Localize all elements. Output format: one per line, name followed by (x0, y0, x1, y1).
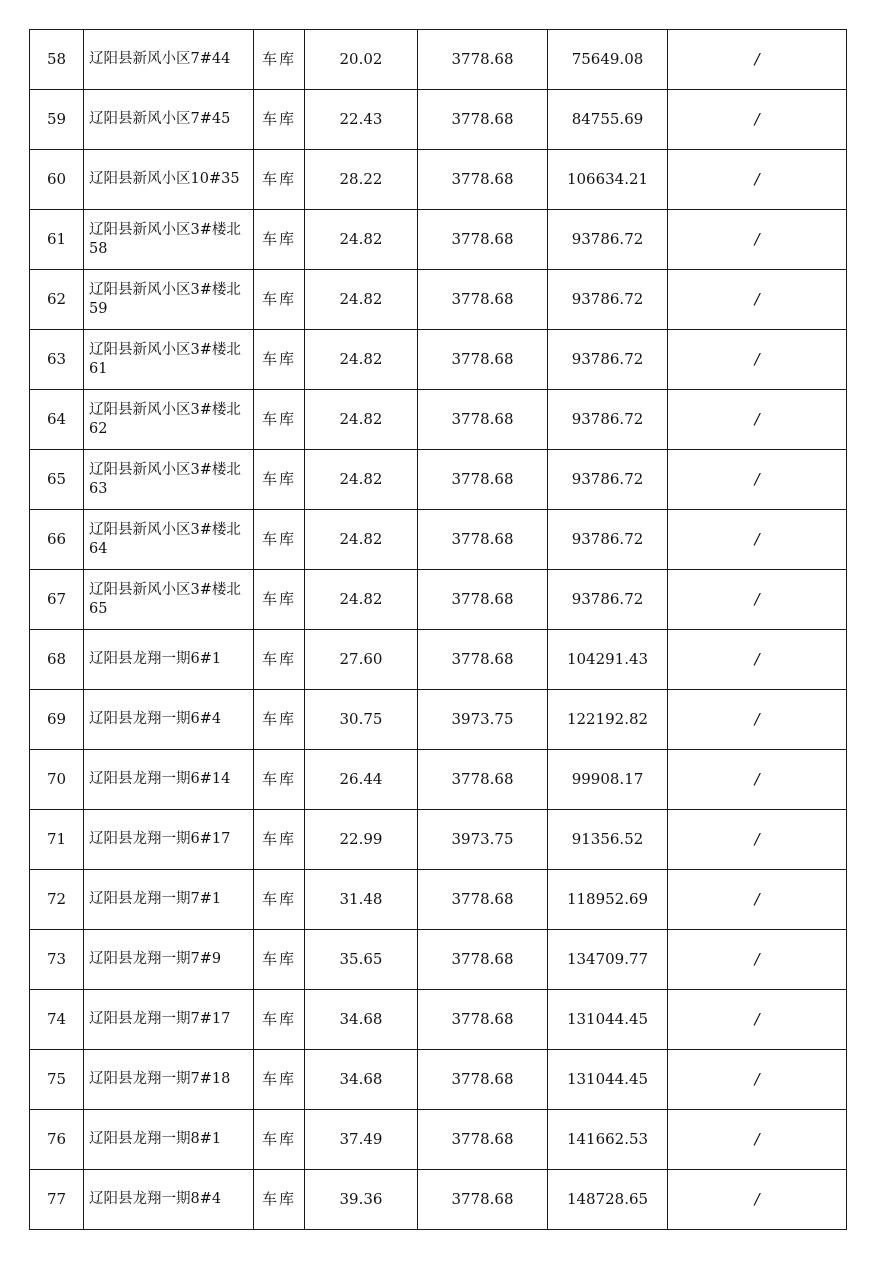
cell-serial-number: 73 (30, 930, 84, 990)
cell-total-value: 93786.72 (548, 510, 668, 570)
cell-serial-number: 69 (30, 690, 84, 750)
cell-total-value: 93786.72 (548, 390, 668, 450)
cell-serial-number: 60 (30, 150, 84, 210)
cell-remark: / (668, 330, 847, 390)
cell-remark: / (668, 870, 847, 930)
table-row (30, 390, 847, 450)
cell-asset-type: 车库 (254, 1170, 305, 1230)
cell-total-value: 141662.53 (548, 1110, 668, 1170)
cell-unit-price: 3778.68 (418, 390, 548, 450)
cell-serial-number: 61 (30, 210, 84, 270)
cell-serial-number: 70 (30, 750, 84, 810)
cell-total-value: 106634.21 (548, 150, 668, 210)
table-row (30, 810, 847, 870)
cell-asset-type: 车库 (254, 810, 305, 870)
cell-asset-type: 车库 (254, 990, 305, 1050)
cell-area: 22.99 (305, 810, 418, 870)
cell-asset-name: 辽阳县龙翔一期6#1 (84, 630, 254, 690)
cell-area: 24.82 (305, 510, 418, 570)
cell-unit-price: 3973.75 (418, 810, 548, 870)
cell-unit-price: 3778.68 (418, 210, 548, 270)
cell-asset-name: 辽阳县新风小区7#44 (84, 30, 254, 90)
cell-area: 24.82 (305, 270, 418, 330)
cell-unit-price: 3778.68 (418, 90, 548, 150)
table-row (30, 570, 847, 630)
cell-total-value: 93786.72 (548, 210, 668, 270)
cell-unit-price: 3778.68 (418, 570, 548, 630)
cell-total-value: 93786.72 (548, 450, 668, 510)
cell-asset-type: 车库 (254, 90, 305, 150)
cell-total-value: 99908.17 (548, 750, 668, 810)
table-row (30, 450, 847, 510)
cell-total-value: 93786.72 (548, 330, 668, 390)
cell-area: 39.36 (305, 1170, 418, 1230)
cell-asset-type: 车库 (254, 1110, 305, 1170)
cell-asset-name: 辽阳县龙翔一期7#1 (84, 870, 254, 930)
table-row (30, 690, 847, 750)
cell-serial-number: 64 (30, 390, 84, 450)
cell-unit-price: 3778.68 (418, 330, 548, 390)
cell-total-value: 118952.69 (548, 870, 668, 930)
cell-asset-name: 辽阳县新风小区3#楼北63 (84, 450, 254, 510)
cell-area: 22.43 (305, 90, 418, 150)
cell-serial-number: 75 (30, 1050, 84, 1110)
asset-table (29, 29, 847, 1230)
table-row (30, 210, 847, 270)
table-row (30, 750, 847, 810)
cell-asset-name: 辽阳县新风小区3#楼北59 (84, 270, 254, 330)
cell-unit-price: 3778.68 (418, 1050, 548, 1110)
cell-serial-number: 77 (30, 1170, 84, 1230)
cell-total-value: 148728.65 (548, 1170, 668, 1230)
cell-asset-type: 车库 (254, 630, 305, 690)
cell-total-value: 93786.72 (548, 270, 668, 330)
cell-remark: / (668, 150, 847, 210)
cell-remark: / (668, 390, 847, 450)
cell-area: 31.48 (305, 870, 418, 930)
cell-serial-number: 66 (30, 510, 84, 570)
cell-area: 24.82 (305, 330, 418, 390)
cell-serial-number: 74 (30, 990, 84, 1050)
cell-area: 27.60 (305, 630, 418, 690)
cell-serial-number: 63 (30, 330, 84, 390)
cell-remark: / (668, 810, 847, 870)
cell-unit-price: 3778.68 (418, 510, 548, 570)
cell-total-value: 131044.45 (548, 1050, 668, 1110)
cell-asset-name: 辽阳县新风小区10#35 (84, 150, 254, 210)
cell-serial-number: 71 (30, 810, 84, 870)
cell-area: 26.44 (305, 750, 418, 810)
cell-asset-name: 辽阳县龙翔一期6#17 (84, 810, 254, 870)
cell-asset-type: 车库 (254, 330, 305, 390)
cell-serial-number: 68 (30, 630, 84, 690)
cell-serial-number: 76 (30, 1110, 84, 1170)
cell-asset-name: 辽阳县龙翔一期7#18 (84, 1050, 254, 1110)
table-row (30, 1170, 847, 1230)
cell-remark: / (668, 990, 847, 1050)
cell-asset-type: 车库 (254, 150, 305, 210)
table-row (30, 330, 847, 390)
cell-total-value: 122192.82 (548, 690, 668, 750)
cell-total-value: 84755.69 (548, 90, 668, 150)
cell-asset-name: 辽阳县龙翔一期8#1 (84, 1110, 254, 1170)
cell-area: 35.65 (305, 930, 418, 990)
cell-unit-price: 3778.68 (418, 270, 548, 330)
table-body (30, 30, 847, 1230)
cell-total-value: 134709.77 (548, 930, 668, 990)
cell-remark: / (668, 750, 847, 810)
cell-asset-name: 辽阳县新风小区3#楼北58 (84, 210, 254, 270)
table-row (30, 30, 847, 90)
table-row (30, 1110, 847, 1170)
cell-asset-name: 辽阳县新风小区3#楼北61 (84, 330, 254, 390)
cell-unit-price: 3778.68 (418, 750, 548, 810)
cell-asset-name: 辽阳县新风小区3#楼北65 (84, 570, 254, 630)
cell-unit-price: 3778.68 (418, 630, 548, 690)
cell-asset-type: 车库 (254, 210, 305, 270)
cell-serial-number: 62 (30, 270, 84, 330)
cell-unit-price: 3778.68 (418, 1110, 548, 1170)
cell-remark: / (668, 570, 847, 630)
table-row (30, 150, 847, 210)
cell-area: 24.82 (305, 390, 418, 450)
cell-remark: / (668, 450, 847, 510)
cell-serial-number: 59 (30, 90, 84, 150)
cell-total-value: 75649.08 (548, 30, 668, 90)
table-row (30, 270, 847, 330)
cell-asset-name: 辽阳县龙翔一期7#9 (84, 930, 254, 990)
table-row (30, 930, 847, 990)
cell-area: 24.82 (305, 210, 418, 270)
table-row (30, 870, 847, 930)
table-row (30, 990, 847, 1050)
cell-remark: / (668, 1170, 847, 1230)
cell-unit-price: 3778.68 (418, 870, 548, 930)
cell-asset-name: 辽阳县龙翔一期6#14 (84, 750, 254, 810)
cell-asset-name: 辽阳县龙翔一期7#17 (84, 990, 254, 1050)
cell-unit-price: 3778.68 (418, 1170, 548, 1230)
cell-unit-price: 3778.68 (418, 150, 548, 210)
cell-total-value: 131044.45 (548, 990, 668, 1050)
table-row (30, 1050, 847, 1110)
cell-remark: / (668, 630, 847, 690)
document-page (29, 29, 846, 1230)
cell-serial-number: 58 (30, 30, 84, 90)
cell-unit-price: 3778.68 (418, 450, 548, 510)
cell-remark: / (668, 210, 847, 270)
cell-remark: / (668, 30, 847, 90)
cell-asset-type: 车库 (254, 510, 305, 570)
cell-asset-type: 车库 (254, 30, 305, 90)
cell-total-value: 104291.43 (548, 630, 668, 690)
cell-serial-number: 67 (30, 570, 84, 630)
cell-remark: / (668, 690, 847, 750)
cell-unit-price: 3973.75 (418, 690, 548, 750)
table-row (30, 510, 847, 570)
cell-total-value: 91356.52 (548, 810, 668, 870)
cell-asset-name: 辽阳县新风小区3#楼北64 (84, 510, 254, 570)
cell-area: 28.22 (305, 150, 418, 210)
cell-unit-price: 3778.68 (418, 990, 548, 1050)
cell-area: 30.75 (305, 690, 418, 750)
cell-remark: / (668, 270, 847, 330)
cell-asset-type: 车库 (254, 1050, 305, 1110)
cell-unit-price: 3778.68 (418, 930, 548, 990)
cell-asset-type: 车库 (254, 930, 305, 990)
cell-asset-type: 车库 (254, 570, 305, 630)
cell-serial-number: 65 (30, 450, 84, 510)
cell-remark: / (668, 90, 847, 150)
cell-asset-type: 车库 (254, 270, 305, 330)
cell-asset-type: 车库 (254, 750, 305, 810)
cell-area: 20.02 (305, 30, 418, 90)
cell-unit-price: 3778.68 (418, 30, 548, 90)
cell-asset-type: 车库 (254, 690, 305, 750)
cell-remark: / (668, 1050, 847, 1110)
cell-remark: / (668, 510, 847, 570)
cell-asset-name: 辽阳县新风小区3#楼北62 (84, 390, 254, 450)
cell-remark: / (668, 1110, 847, 1170)
cell-area: 34.68 (305, 990, 418, 1050)
cell-asset-type: 车库 (254, 870, 305, 930)
cell-asset-name: 辽阳县龙翔一期6#4 (84, 690, 254, 750)
table-row (30, 630, 847, 690)
cell-asset-name: 辽阳县新风小区7#45 (84, 90, 254, 150)
cell-area: 37.49 (305, 1110, 418, 1170)
cell-total-value: 93786.72 (548, 570, 668, 630)
cell-serial-number: 72 (30, 870, 84, 930)
cell-area: 24.82 (305, 450, 418, 510)
cell-area: 34.68 (305, 1050, 418, 1110)
cell-area: 24.82 (305, 570, 418, 630)
cell-remark: / (668, 930, 847, 990)
cell-asset-type: 车库 (254, 450, 305, 510)
table-row (30, 90, 847, 150)
cell-asset-name: 辽阳县龙翔一期8#4 (84, 1170, 254, 1230)
cell-asset-type: 车库 (254, 390, 305, 450)
